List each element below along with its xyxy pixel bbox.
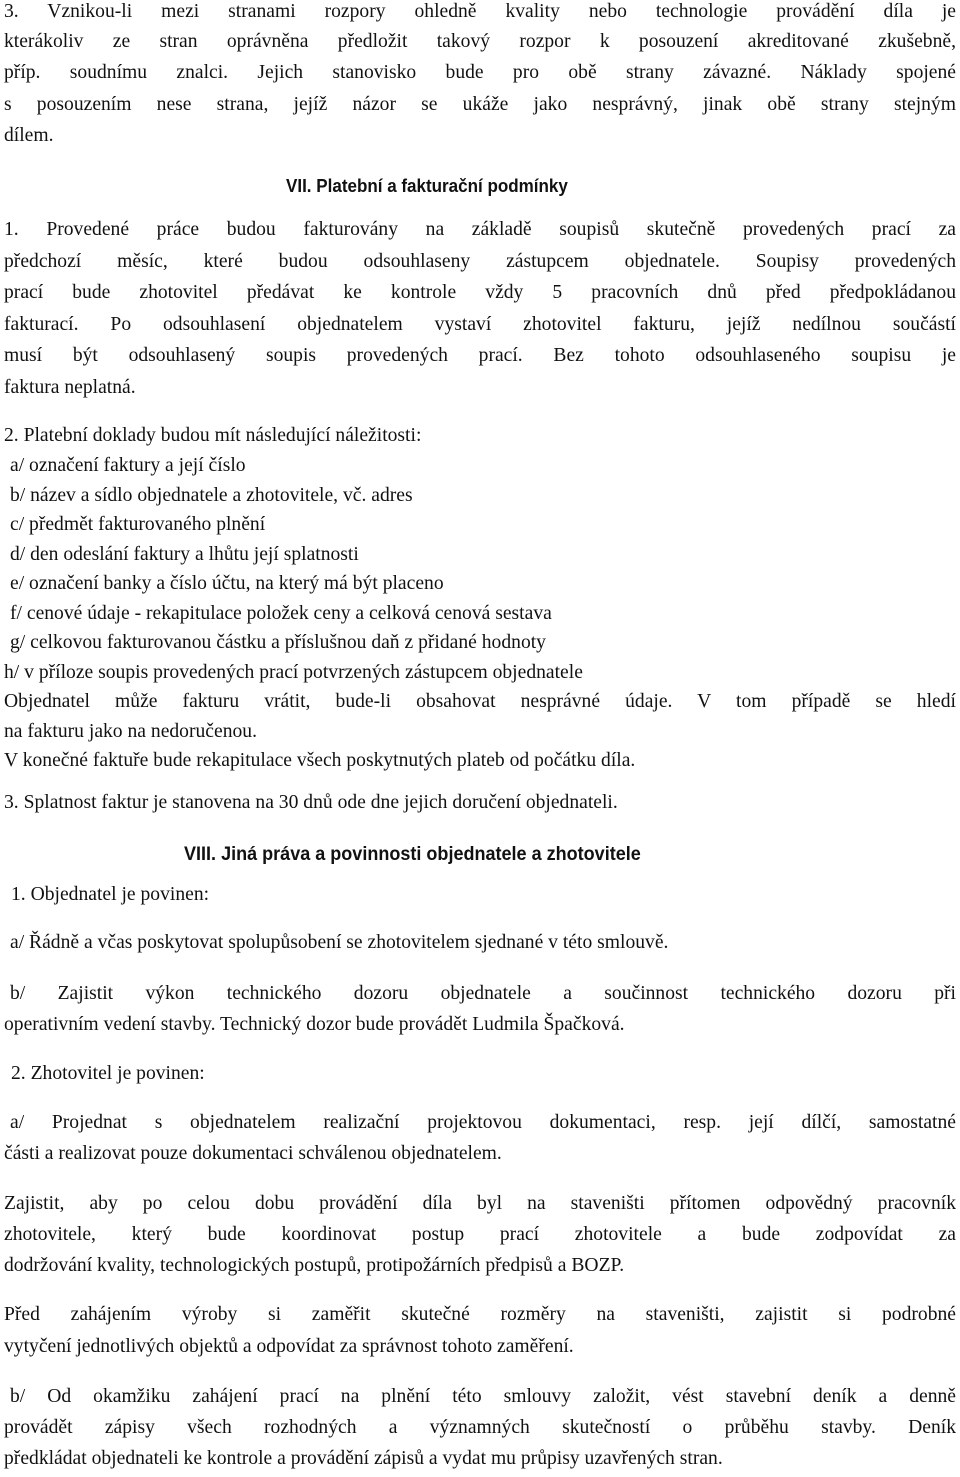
list-item: g/ celkovou fakturovanou částku a příslušnou daň z přidané hodnoty (10, 632, 546, 653)
text-line: musí být odsouhlasený soupis provedených prací. Bez tohoto odsouhlaseného soupisu je (4, 345, 956, 366)
section-vii-paragraph-3: 3. Splatnost faktur je stanovena na 30 dnů ode dne jejich doručení objednateli. (4, 792, 618, 813)
text-line: fakturací. Po odsouhlasení objednatelem vystaví zhotovitel fakturu, jejíž nedílnou součástí (4, 314, 956, 335)
text-line: příp. soudnímu znalci. Jejich stanovisko bude pro obě strany závazné. Náklady spojené (4, 62, 956, 83)
text-line: vytyčení jednotlivých objektů a odpovídat za správnost tohoto zaměření. (4, 1336, 574, 1357)
text-line: V konečné faktuře bude rekapitulace všech poskytnutých plateb od počátku díla. (4, 750, 636, 771)
text-line: b/ Od okamžiku zahájení prací na plnění této smlouvy založit, vést stavební deník a denně (10, 1386, 956, 1407)
text-line: Zajistit, aby po celou dobu provádění díla byl na staveništi přítomen odpovědný pracovník (4, 1193, 956, 1214)
text-line: na fakturu jako na nedoručenou. (4, 721, 257, 742)
list-item: d/ den odeslání faktury a lhůtu její splatnosti (10, 544, 359, 565)
text-line: 3. Vznikou-li mezi stranami rozpory ohledně kvality nebo technologie provádění díla je (4, 1, 956, 22)
section-viii-heading: VIII. Jiná práva a povinnosti objednatele a zhotovitele (184, 843, 641, 865)
text-line: části a realizovat pouze dokumentaci schválenou objednatelem. (4, 1143, 502, 1164)
list-item: h/ v příloze soupis provedených prací potvrzených zástupcem objednatele (4, 662, 583, 683)
text-line: a/ Projednat s objednatelem realizační projektovou dokumentaci, resp. její dílčí, samostatné (10, 1112, 956, 1133)
text-line: Objednatel může fakturu vrátit, bude-li obsahovat nesprávné údaje. V tom případě se hledí (4, 691, 956, 712)
text-line: provádět zápisy všech rozhodných a významných skutečností o průběhu stavby. Deník (4, 1417, 956, 1438)
zhotovitel-heading: 2. Zhotovitel je povinen: (11, 1063, 205, 1084)
list-item: e/ označení banky a číslo účtu, na který má být placeno (10, 573, 444, 594)
text-line: předchozí měsíc, které budou odsouhlaseny zástupcem objednatele. Soupisy provedených (4, 251, 956, 272)
text-line: 2. Platební doklady budou mít následující náležitosti: (4, 425, 422, 446)
text-line: kterákoliv ze stran oprávněna předložit takový rozpor k posouzení akreditované zkušebně, (4, 31, 956, 52)
text-line: Před zahájením výroby si zaměřit skutečné rozměry na staveništi, zajistit si podrobné (4, 1304, 956, 1325)
list-item: a/ označení faktury a její číslo (10, 455, 246, 476)
list-item: b/ název a sídlo objednatele a zhotovitele, vč. adres (10, 485, 413, 506)
objednatel-heading: 1. Objednatel je povinen: (11, 884, 210, 905)
text-line: operativním vedení stavby. Technický dozor bude provádět Ludmila Špačková. (4, 1014, 625, 1035)
text-line: 1. Provedené práce budou fakturovány na základě soupisů skutečně provedených prací za (4, 219, 956, 240)
text-line: dílem. (4, 125, 54, 146)
text-line: zhotovitele, který bude koordinovat postup prací zhotovitele a bude zodpovídat za (4, 1224, 956, 1245)
text-line: dodržování kvality, technologických postupů, protipožárních předpisů a BOZP. (4, 1255, 625, 1276)
section-vii-heading: VII. Platební a fakturační podmínky (286, 175, 568, 196)
text-line: b/ Zajistit výkon technického dozoru objednatele a součinnost technického dozoru při (10, 983, 956, 1004)
list-item: c/ předmět fakturovaného plnění (10, 514, 266, 535)
text-line: faktura neplatná. (4, 377, 136, 398)
text-line: s posouzením nese strana, jejíž názor se ukáže jako nesprávný, jinak obě strany stejným (4, 94, 956, 115)
text-line: předkládat objednateli ke kontrole a provádění zápisů a vydat mu průpisy uzavřených stran. (4, 1448, 723, 1469)
text-line: prací bude zhotovitel předávat ke kontrole vždy 5 pracovních dnů před předpokládanou (4, 282, 956, 303)
list-item: f/ cenové údaje - rekapitulace položek ceny a celková cenová sestava (10, 603, 552, 624)
objednatel-item-a: a/ Řádně a včas poskytovat spolupůsobení se zhotovitelem sjednané v této smlouvě. (10, 932, 669, 953)
